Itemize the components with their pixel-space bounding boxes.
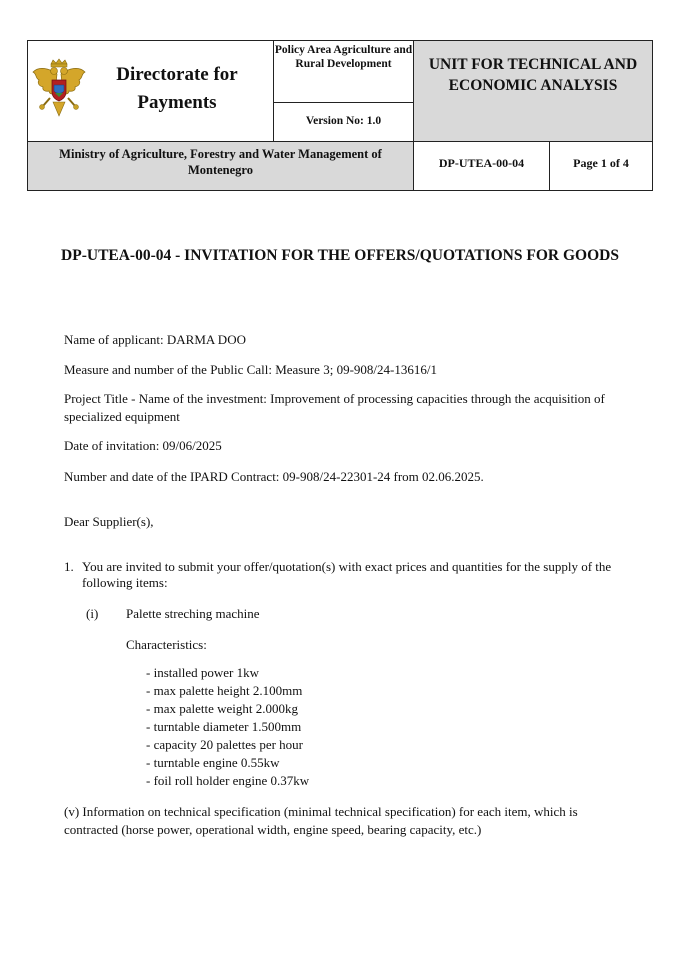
spec-item: - capacity 20 palettes per hour <box>146 737 304 752</box>
date-field: Date of invitation: 09/06/2025 <box>64 438 222 453</box>
project-field: Project Title - Name of the investment: Improvement of processing capacities through the acquisition of specialized equipment <box>64 391 605 424</box>
document-header <box>27 40 653 191</box>
spec-item: - installed power 1kw <box>146 665 260 680</box>
page-number-cell: Page 1 of 4 <box>573 156 629 170</box>
doc-code-cell: DP-UTEA-00-04 <box>414 142 550 190</box>
unit-cell: UNIT FOR TECHNICAL AND ECONOMIC ANALYSIS <box>414 41 652 142</box>
measure-field: Measure and number of the Public Call: Measure 3; 09-908/24-13616/1 <box>64 362 437 377</box>
applicant-field: Name of applicant: DARMA DOO <box>64 332 246 347</box>
section-number: 1. <box>64 559 74 574</box>
directorate-cell <box>28 41 274 142</box>
ministry-cell: Ministry of Agriculture, Forestry and Water Management of Montenegro <box>28 142 414 190</box>
policy-area-cell: Policy Area Agriculture and Rural Development <box>274 41 414 103</box>
spec-item: - max palette height 2.100mm <box>146 683 303 698</box>
section-text: You are invited to submit your offer/quotation(s) with exact prices and quantities for the supply of the following items: <box>82 559 612 590</box>
spec-item: - max palette weight 2.000kg <box>146 701 298 716</box>
contract-field: Number and date of the IPARD Contract: 09-908/24-22301-24 from 02.06.2025. <box>64 469 484 484</box>
document-title: DP-UTEA-00-04 - INVITATION FOR THE OFFERS/QUOTATIONS FOR GOODS <box>61 247 619 264</box>
version-cell: Version No: 1.0 <box>274 103 414 142</box>
item-number: (i) <box>86 606 99 621</box>
spec-item: - turntable engine 0.55kw <box>146 755 280 770</box>
spec-item: - foil roll holder engine 0.37kw <box>146 773 310 788</box>
coat-of-arms-icon <box>31 58 87 120</box>
technical-spec-note: (v) Information on technical specification (minimal technical specification) for each item, which is contracted (horse power, operational width, engine speed, bearing capacity, etc.) <box>64 804 578 837</box>
spec-list <box>146 664 309 790</box>
greeting: Dear Supplier(s), <box>64 514 154 529</box>
item-name: Palette streching machine <box>126 606 260 621</box>
spec-item: - turntable diameter 1.500mm <box>146 719 302 734</box>
directorate-title: Directorate for Payments <box>116 64 238 113</box>
characteristics-label: Characteristics: <box>126 637 207 652</box>
